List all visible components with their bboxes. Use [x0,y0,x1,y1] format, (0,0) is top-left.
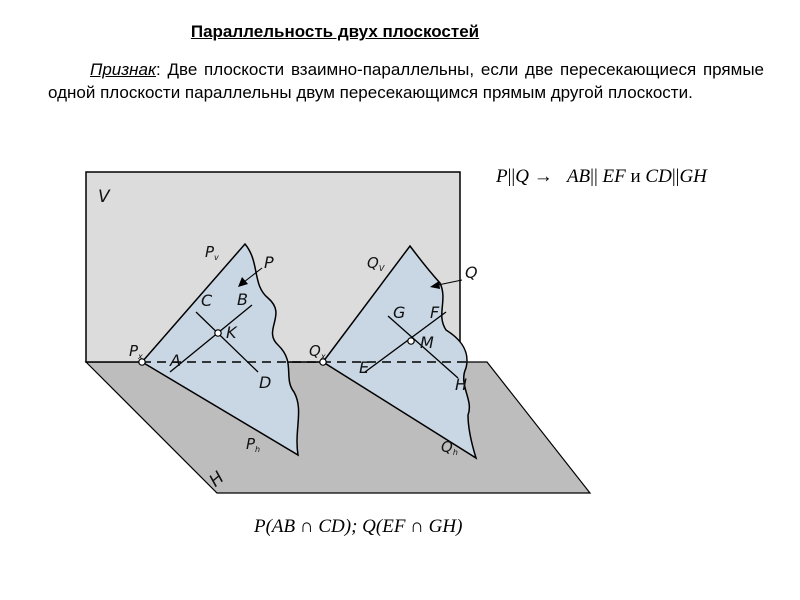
criterion-term: Признак [90,60,156,79]
label-f: F [430,303,440,322]
formula-ef: EF [602,166,626,187]
label-h-plane: H [205,467,229,492]
formula-p-definition: P(AB ∩ CD); [254,516,358,537]
label-g: G [393,303,406,322]
label-m: M [420,333,434,352]
formula-cd: CD [645,166,672,187]
label-qx: $Q_x$ [309,342,326,361]
label-pv: $P_v$ [205,243,219,262]
label-qv: $Q_V$ [367,254,385,273]
label-h-point: H [455,375,468,394]
definition-formula [254,516,462,538]
label-ph: $P_h$ [246,435,261,454]
label-e: E [359,358,370,377]
label-px: $P_x$ [129,342,143,361]
formula-q: Q [515,166,529,187]
formula-parallel-1: || [507,166,516,187]
label-qh: $Q_h$ [441,438,458,457]
formula-ab: AB [566,166,591,187]
formula-gh: GH [679,166,707,187]
label-v: V [98,187,110,207]
point-m [408,338,414,344]
formula-p: P [496,166,508,187]
formula-q-definition: Q(EF ∩ GH) [362,516,463,537]
label-k: K [226,323,237,342]
criterion-text: : Две плоскости взаимно-параллельны, если две пересекающиеся прямые одной плоскости параллельны двум пересекающимся прямым другой плоскости. [48,60,764,102]
label-q: Q [465,263,478,282]
point-k [215,330,221,336]
formula-arrow: → [533,166,553,187]
label-b: B [237,290,248,309]
label-p: P [264,253,274,272]
plane-h [86,362,590,493]
formula-parallel-2: || [590,166,598,187]
formula-and: и [630,166,641,187]
label-c: C [201,291,213,310]
page-title: Параллельность двух плоскостей [190,22,480,41]
formula-parallel-3: || [671,166,680,187]
label-d: D [259,373,272,392]
label-a: A [170,351,181,370]
